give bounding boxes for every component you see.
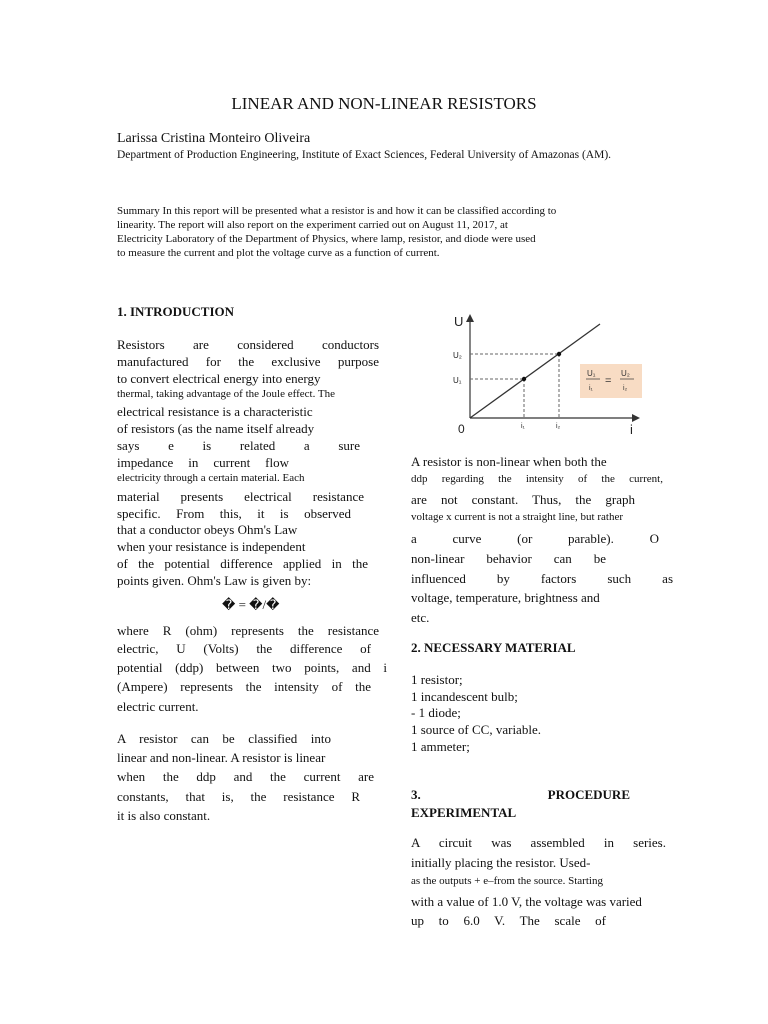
classification-line: when the ddp and the current are xyxy=(117,769,374,784)
intro-line: specific. From this, it is observed xyxy=(117,506,351,521)
nonlinear-line: voltage x current is not a straight line, but rather xyxy=(411,511,623,523)
material-item: - 1 diode; xyxy=(411,705,461,720)
summary-line: Electricity Laboratory of the Department of Physics, where lamp, resistor, and diode were used xyxy=(117,233,536,245)
summary-line: linearity. The report will also report on the experiment carried out on August 11, 2017, at xyxy=(117,219,508,231)
definition-line: electric, U (Volts) the difference of xyxy=(117,641,371,656)
intro-line: Resistors are considered conductors xyxy=(117,337,379,352)
classification-line: constants, that is, the resistance R xyxy=(117,789,360,804)
x-axis-label: i xyxy=(630,422,633,437)
nonlinear-line: ddp regarding the intensity of the current, xyxy=(411,473,663,485)
material-item: 1 ammeter; xyxy=(411,739,470,754)
intro-line: when your resistance is independent xyxy=(117,539,306,554)
intro-line: electricity through a certain material. Each xyxy=(117,472,305,484)
nonlinear-line: voltage, temperature, brightness and xyxy=(411,590,600,605)
intro-line: of resistors (as the name itself already xyxy=(117,421,315,436)
paper-title: LINEAR AND NON-LINEAR RESISTORS xyxy=(231,94,537,113)
author-name: Larissa Cristina Monteiro Oliveira xyxy=(117,131,311,146)
nonlinear-line: influenced by factors such as xyxy=(411,571,673,586)
u1-label: U₁ xyxy=(453,376,462,385)
procedure-line: as the outputs + e–from the source. Starting xyxy=(411,875,603,887)
intro-line: thermal, taking advantage of the Joule effect. The xyxy=(117,388,335,400)
intro-line: to convert electrical energy into energy xyxy=(117,371,321,386)
nonlinear-line: A resistor is non-linear when both the xyxy=(411,454,607,469)
section-1-heading: 1. INTRODUCTION xyxy=(117,304,235,319)
intro-line: of the potential difference applied in the xyxy=(117,556,368,571)
material-item: 1 incandescent bulb; xyxy=(411,689,518,704)
section-3-heading: 3. PROCEDURE xyxy=(411,787,630,802)
definition-line: electric current. xyxy=(117,699,199,714)
ratio-right-numerator: U₂ xyxy=(621,369,630,378)
intro-line: says e is related a sure xyxy=(117,438,360,453)
classification-line: it is also constant. xyxy=(117,808,211,823)
ohms-law-formula: � = �/� xyxy=(222,597,280,612)
ratio-right-denominator: i₂ xyxy=(623,385,628,392)
material-item: 1 source of CC, variable. xyxy=(411,722,541,737)
intro-line: points given. Ohm's Law is given by: xyxy=(117,573,312,588)
section-3-heading-continued: EXPERIMENTAL xyxy=(411,805,517,820)
author-affiliation: Department of Production Engineering, Institute of Exact Sciences, Federal University of Amazonas (AM). xyxy=(117,149,612,161)
nonlinear-line: a curve (or parable). O xyxy=(411,531,659,546)
nonlinear-line: non-linear behavior can be xyxy=(411,551,606,566)
intro-line: that a conductor obeys Ohm's Law xyxy=(117,522,298,537)
nonlinear-line: are not constant. Thus, the graph xyxy=(411,492,635,507)
origin-label: 0 xyxy=(458,422,465,436)
procedure-line: A circuit was assembled in series. xyxy=(411,835,666,850)
ratio-left-numerator: U₁ xyxy=(587,369,596,378)
ratio-left-denominator: i₁ xyxy=(589,385,593,392)
procedure-line: with a value of 1.0 V, the voltage was varied xyxy=(411,894,642,909)
y-axis-label: U xyxy=(454,314,464,329)
ratio-equals: = xyxy=(605,375,612,387)
material-item: 1 resistor; xyxy=(411,672,463,687)
intro-line: material presents electrical resistance xyxy=(117,489,364,504)
definition-line: (Ampere) represents the intensity of the xyxy=(117,679,371,694)
definition-line: where R (ohm) represents the resistance xyxy=(117,623,379,638)
classification-line: linear and non-linear. A resistor is linear xyxy=(117,750,326,765)
right-column xyxy=(411,0,673,1024)
intro-line: electrical resistance is a characteristic xyxy=(117,404,313,419)
procedure-line: initially placing the resistor. Used- xyxy=(411,855,591,870)
summary-line: Summary In this report will be presented what a resistor is and how it can be classified according to xyxy=(117,205,557,217)
procedure-line: up to 6.0 V. The scale of xyxy=(411,913,606,928)
definition-line: potential (ddp) between two points, and i xyxy=(117,660,387,675)
intro-line: manufactured for the exclusive purpose xyxy=(117,354,379,369)
summary-line: to measure the current and plot the voltage curve as a function of current. xyxy=(117,247,440,259)
i1-label: i₁ xyxy=(521,423,525,430)
intro-line: impedance in current flow xyxy=(117,455,289,470)
nonlinear-line: etc. xyxy=(411,610,430,625)
classification-line: A resistor can be classified into xyxy=(117,731,331,746)
i2-label: i₂ xyxy=(556,423,561,430)
u2-label: U₂ xyxy=(453,351,462,360)
section-2-heading: 2. NECESSARY MATERIAL xyxy=(411,640,576,655)
